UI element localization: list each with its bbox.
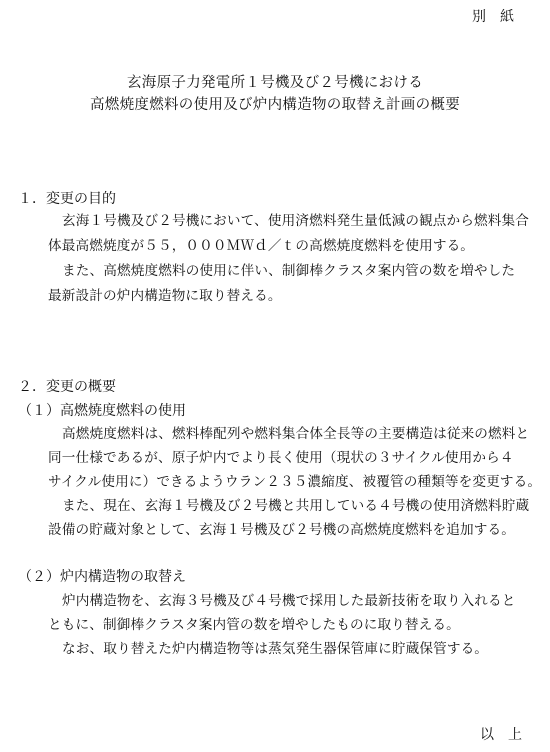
section1-heading: １．変更の目的 xyxy=(18,191,116,207)
section2-sub1-line-3: サイクル使用に）できるようウラン２３５濃縮度、被覆管の種類等を変更する。 xyxy=(48,474,542,490)
section2-sub1-heading: （１）高燃焼度燃料の使用 xyxy=(18,403,186,419)
section2-sub2-heading: （２）炉内構造物の取替え xyxy=(18,569,186,585)
section2-sub2-line-3: なお、取り替えた炉内構造物等は蒸気発生器保管庫に貯蔵保管する。 xyxy=(62,641,489,657)
title-line-1: 玄海原子力発電所１号機及び２号機における xyxy=(127,75,423,91)
section2-sub1-line-2: 同一仕様であるが、原子炉内でより長く使用（現状の３サイクル使用から４ xyxy=(48,450,514,466)
section1-line-2: 体最高燃焼度が５５，０００ＭＷｄ／ｔの高燃焼度燃料を使用する。 xyxy=(48,238,475,254)
section2-heading: ２．変更の概要 xyxy=(18,379,116,395)
section2-sub1-line-5: 設備の貯蔵対象として、玄海１号機及び２号機の高燃焼度燃料を追加する。 xyxy=(48,522,516,538)
section2-sub1-line-1: 高燃焼度燃料は、燃料棒配列や燃料集合体全長等の主要構造は従来の燃料と xyxy=(62,426,530,442)
section1-line-4: 最新設計の炉内構造物に取り替える。 xyxy=(48,288,282,304)
title-line-2: 高燃焼度燃料の使用及び炉内構造物の取替え計画の概要 xyxy=(90,97,460,113)
section1-line-1: 玄海１号機及び２号機において、使用済燃料発生量低減の観点から燃料集合 xyxy=(62,213,530,229)
section2-sub2-line-1: 炉内構造物を、玄海３号機及び４号機で採用した最新技術を取り入れると xyxy=(62,593,516,609)
section2-sub2-line-2: ともに、制御棒クラスタ案内管の数を増やしたものに取り替える。 xyxy=(48,617,460,633)
section1-line-3: また、高燃焼度燃料の使用に伴い、制御棒クラスタ案内管の数を増やした xyxy=(62,263,516,279)
closing-mark: 以上 xyxy=(480,727,536,743)
attachment-label: 別紙 xyxy=(472,9,528,25)
section2-sub1-line-4: また、現在、玄海１号機及び２号機と共用している４号機の使用済燃料貯蔵 xyxy=(62,498,530,514)
